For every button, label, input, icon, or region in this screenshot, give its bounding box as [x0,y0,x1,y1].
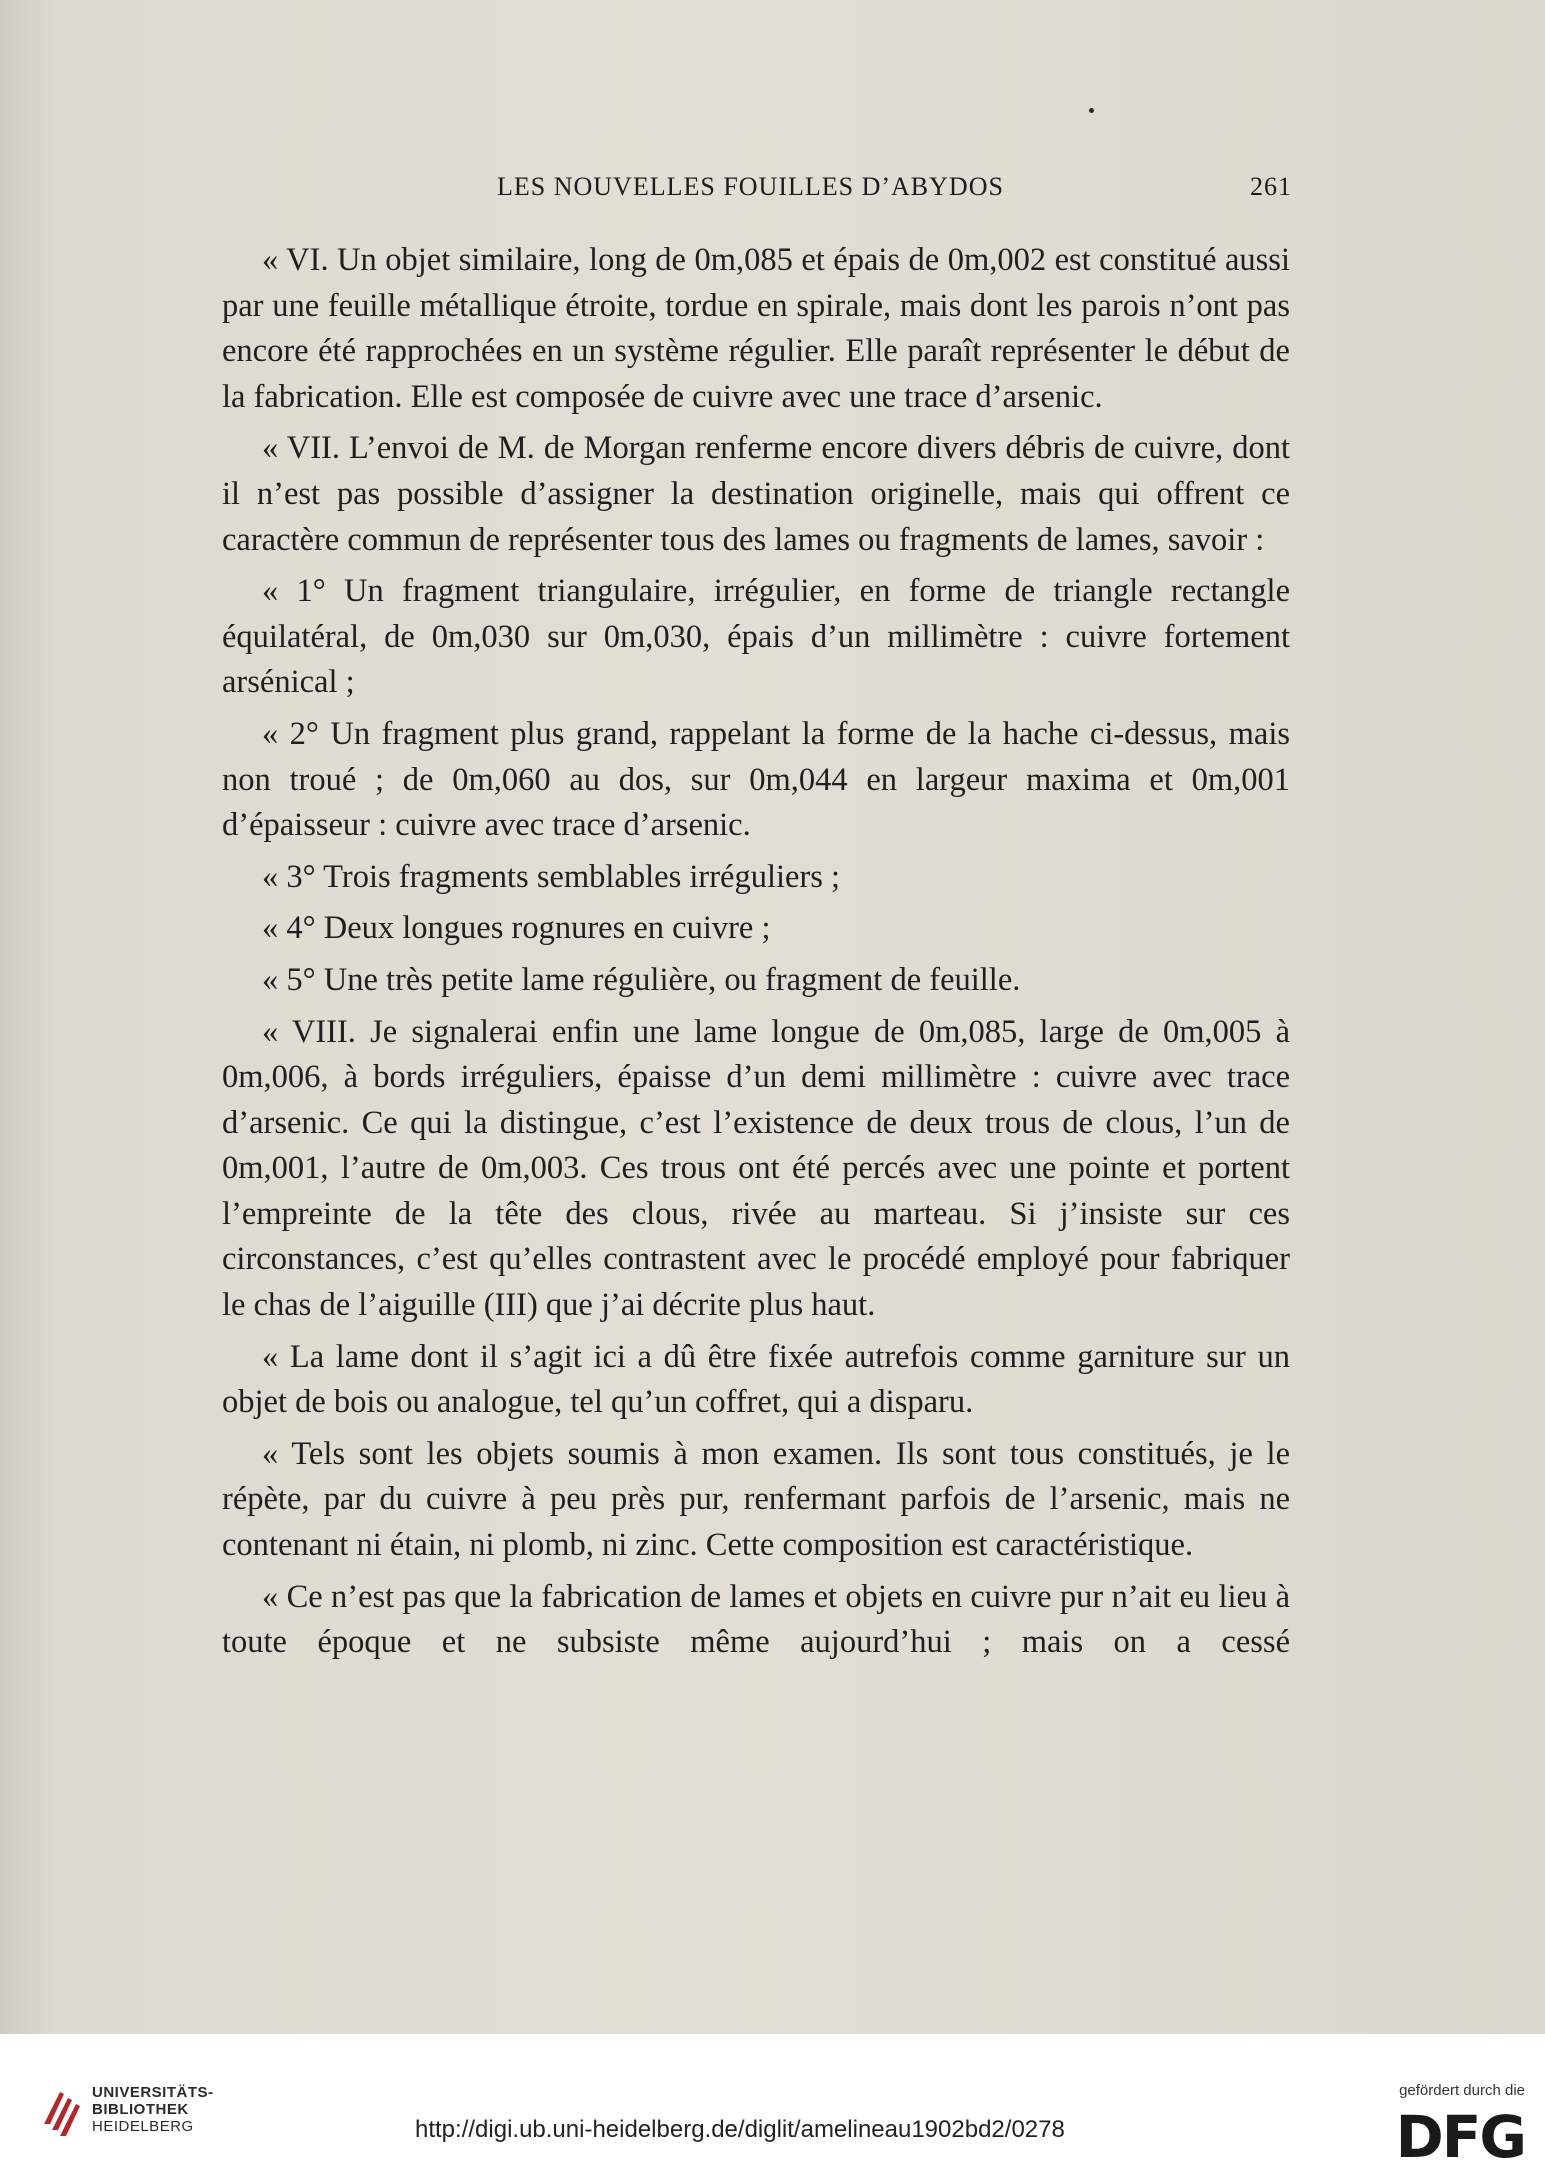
paragraph-item-5: « 5° Une très petite lame régulière, ou fragment de feuille. [262,961,1021,998]
paragraph-item-1: « 1° Un fragment triangulaire, irrégulier, en forme de triangle rectangle équilatéral, de 0m,030 sur 0m,030, épais d’un millimètre : cuivre fortement arsénical ; [222,573,1290,701]
library-name-line-1: UNIVERSITÄTS- [92,2084,214,2101]
scan-speck [1089,108,1094,113]
running-title: LES NOUVELLES FOUILLES D’ABYDOS [497,172,1004,201]
library-name [92,2084,214,2135]
library-name-line-2: BIBLIOTHEK [92,2101,189,2118]
paragraph-vi: « VI. Un objet similaire, long de 0m,085 et épais de 0m,002 est constitué aussi par une feuille métallique étroite, tordue en spirale, mais dont les parois n’ont pas encore été rapprochées en un système régulier. Elle paraît représenter le début de la fabrication. Elle est composée de cuivre avec une trace d’arsenic. [222,242,1290,415]
paragraph-ce-nest: « Ce n’est pas que la fabrication de lames et objets en cuivre pur n’ait eu lieu à toute époque et ne subsiste même aujourd’hui ; mais on a cessé [222,1578,1290,1661]
library-name-line-3: HEIDELBERG [92,2118,194,2135]
funded-by-label: gefördert durch die [1399,2082,1525,2099]
paragraph-item-4: « 4° Deux longues rognures en cuivre ; [262,910,771,947]
paragraph-item-2: « 2° Un fragment plus grand, rappelant la forme de la hache ci-dessus, mais non troué ; de 0m,060 au dos, sur 0m,044 en largeur maxima et 0m,001 d’épaisseur : cuivre avec trace d’arsenic. [222,715,1290,844]
paragraph-item-3: « 3° Trois fragments semblables irréguliers ; [262,858,841,895]
library-logo-icon [40,2084,84,2138]
paragraph-vii: « VII. L’envoi de M. de Morgan renferme encore divers débris de cuivre, dont il n’est pas possible d’assigner la destination originelle, mais qui offrent ce caractère commun de représenter tous des lames ou fragments de lames, savoir : [222,430,1290,558]
source-url-link[interactable]: http://digi.ub.uni-heidelberg.de/diglit/amelineau1902bd2/0278 [415,2116,1065,2143]
paragraph-lame: « La lame dont il s’agit ici a dû être fixée autrefois comme garniture sur un objet de bois ou analogue, tel qu’un coffret, qui a disparu. [222,1338,1290,1421]
dfg-logo: DFG [1395,2103,1525,2169]
footer-bar [0,2034,1545,2169]
paragraph-tels: « Tels sont les objets soumis à mon examen. Ils sont tous constitués, je le répète, par du cuivre à peu près pur, renfermant parfois de l’arsenic, mais ne contenant ni étain, ni plomb, ni zinc. Cette composition est caractéristique. [222,1435,1290,1564]
page-number: 261 [1250,172,1292,201]
body-text [222,238,1290,1666]
paragraph-viii: « VIII. Je signalerai enfin une lame longue de 0m,085, large de 0m,005 à 0m,006, à bords irréguliers, épaisse d’un demi millimètre : cuivre avec trace d’arsenic. Ce qui la distingue, c’est l’existence de deux trous de clous, l’un de 0m,001, l’autre de 0m,003. Ces trous ont été percés avec une pointe et portent l’empreinte de la tête des clous, rivée au marteau. Si j’insiste sur ces circonstances, c’est qu’elles contrastent avec le procédé employé pour fabriquer le chas de l’aiguille (III) que j’ai décrite plus haut. [222,1013,1290,1324]
page-header [222,172,1292,212]
